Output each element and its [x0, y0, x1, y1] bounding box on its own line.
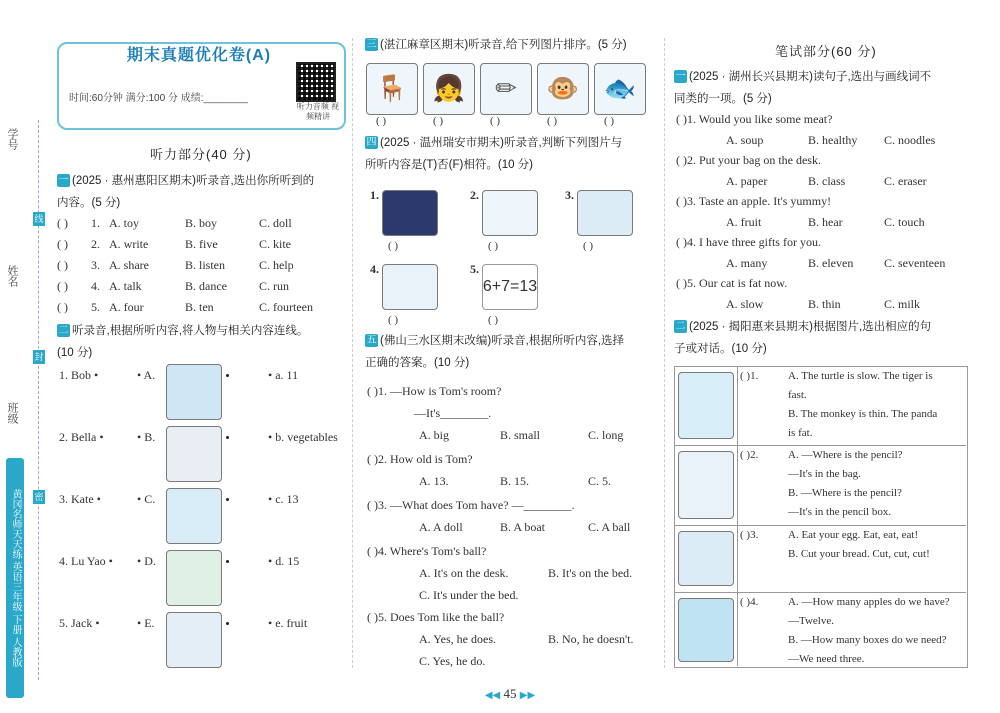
w2-row-divider [674, 592, 966, 593]
question-number: 5. [91, 300, 100, 314]
next-arrow-icon: ▶▶ [519, 690, 536, 701]
question-number: 2. [470, 188, 479, 202]
option-c: C. fourteen [259, 300, 313, 314]
option-b: B. healthy [808, 133, 858, 147]
picture-letter: • C. [137, 492, 156, 506]
option-line: A. Eat your egg. Eat, eat, eat! [788, 529, 919, 541]
person-name: 1. Bob • [59, 368, 99, 382]
student-name-label: 姓名 [6, 265, 18, 287]
answer-blank[interactable]: ( ) [583, 240, 594, 252]
option-b: B. five [185, 237, 218, 251]
option-line: A. —Where is the pencil? [788, 449, 903, 461]
q2-instruction: 二 听录音,根据所听内容,将人物与相关内容连线。 (10 分) [57, 325, 309, 359]
exam-title-card [57, 42, 346, 130]
match-item: • d. 15 [268, 554, 300, 568]
option-line: B. The monkey is thin. The panda [788, 408, 938, 420]
w2-col-divider [737, 366, 738, 666]
picture-c [166, 488, 222, 544]
apples-icon [678, 598, 734, 662]
question-number: 1. [91, 216, 100, 230]
option-c: C. A ball [588, 520, 631, 534]
steak-icon [482, 190, 538, 236]
option-b: B. listen [185, 258, 226, 272]
option-b: B. A boat [500, 520, 546, 534]
answer-blank[interactable]: ( ) [490, 115, 501, 127]
option-a: A. A doll [419, 520, 463, 534]
match-dot[interactable] [226, 436, 229, 439]
answer-blank[interactable]: ( ) [57, 237, 68, 251]
option-line: —We need three. [788, 653, 865, 665]
option-b: B. small [500, 428, 541, 442]
match-dot[interactable] [226, 374, 229, 377]
pencils-icon: ✏ [480, 63, 532, 115]
q3-instruction: 三 (湛江麻章区期末)听录音,给下列图片排序。(5 分) [366, 39, 627, 51]
answer-blank[interactable]: ( ) [57, 279, 68, 293]
answer-blank[interactable]: ( ) [57, 300, 68, 314]
w1-instruction: 一 (2025 · 湖州长兴县期末)读句子,选出与画线词不 同类的一项。(5 分) [674, 71, 932, 105]
rabbit-icon [577, 190, 633, 236]
q4-instruction: 四 (2025 · 温州瑞安市期末)听录音,判断下列图片与 所听内容是(T)否(F)相符。(10 分) [365, 137, 623, 171]
q1-badge: 一 [58, 175, 69, 187]
qr-code-icon[interactable] [296, 62, 336, 102]
question-number: 4. [91, 279, 100, 293]
class-label: 班级 [6, 402, 18, 424]
turtle-tiger-icon [678, 372, 734, 439]
question-text[interactable]: ( )1. Would you like some meat? [676, 112, 833, 126]
question-text[interactable]: ( )5. Does Tom like the ball? [367, 610, 505, 624]
page-number: ◀◀ 45 ▶▶ [484, 686, 536, 701]
chair-icon: 🪑 [366, 63, 418, 115]
question-subtext: —It's________. [414, 406, 492, 420]
cut-line-tag: 密 [34, 492, 44, 502]
person-name: 2. Bella • [59, 430, 104, 444]
option-a: A. many [726, 256, 768, 270]
option-b: B. No, he doesn't. [548, 632, 634, 646]
w2-row-divider [674, 445, 966, 446]
picture-letter: • D. [137, 554, 156, 568]
w2-badge: 二 [675, 321, 686, 333]
option-a: A. slow [726, 297, 764, 311]
option-c: C. doll [259, 216, 292, 230]
option-a: A. share [109, 258, 149, 272]
option-c: C. It's under the bed. [419, 588, 519, 602]
question-number: 3. [565, 188, 574, 202]
answer-blank[interactable]: ( ) [433, 115, 444, 127]
question-number: 2. [91, 237, 100, 251]
answer-blank[interactable]: ( ) [547, 115, 558, 127]
q5-instruction: 五 (佛山三水区期末改编)听录音,根据所听内容,选择 正确的答案。(10 分) [365, 335, 625, 369]
option-c: C. seventeen [884, 256, 946, 270]
answer-blank[interactable]: ( ) [388, 240, 399, 252]
question-number: 1. [370, 188, 379, 202]
writing-section-title: 笔试部分(60 分) [775, 44, 877, 59]
question-text[interactable]: ( )4. Where's Tom's ball? [367, 544, 487, 558]
option-a: A. fruit [726, 215, 762, 229]
option-a: A. paper [726, 174, 768, 188]
w2-row-divider [674, 525, 966, 526]
question-text[interactable]: ( )3. —What does Tom have? —________. [367, 498, 575, 512]
qr-caption: 听力音频 视频精讲 [296, 102, 340, 121]
column-divider [352, 38, 353, 668]
match-item: • c. 13 [268, 492, 299, 506]
answer-blank[interactable]: ( ) [388, 314, 399, 326]
option-c: C. touch [884, 215, 925, 229]
match-dot[interactable] [226, 622, 229, 625]
question-text[interactable]: ( )4. I have three gifts for you. [676, 235, 821, 249]
question-text[interactable]: ( )5. Our cat is fat now. [676, 276, 788, 290]
listening-section-title: 听力部分(40 分) [150, 147, 252, 162]
exam-title: 期末真题优化卷(A) [126, 47, 272, 64]
option-line: B. Cut your bread. Cut, cut, cut! [788, 548, 930, 560]
answer-blank[interactable]: ( ) [376, 115, 387, 127]
option-a: A. toy [109, 216, 139, 230]
q2-badge: 二 [58, 325, 69, 337]
question-number: 4. [370, 262, 379, 276]
option-b: B. 15. [500, 474, 530, 488]
option-a: A. Yes, he does. [419, 632, 497, 646]
question-text[interactable]: ( )2. How old is Tom? [367, 452, 473, 466]
answer-blank[interactable]: ( ) [488, 314, 499, 326]
bread-cutting-icon [678, 531, 734, 586]
option-a: A. It's on the desk. [419, 566, 509, 580]
uk-flag-icon [382, 190, 438, 236]
picture-d [166, 550, 222, 606]
option-b: B. eleven [808, 256, 854, 270]
match-item: • b. vegetables [268, 430, 338, 444]
match-dot[interactable] [226, 498, 229, 501]
match-item: • e. fruit [268, 616, 308, 630]
answer-blank[interactable]: ( ) [57, 216, 68, 230]
option-b: B. dance [185, 279, 227, 293]
question-text[interactable]: ( )1. —How is Tom's room? [367, 384, 502, 398]
option-c: C. Yes, he do. [419, 654, 486, 668]
w1-badge: 一 [675, 71, 686, 83]
option-line: B. —How many boxes do we need? [788, 634, 947, 646]
option-c: C. run [259, 279, 289, 293]
question-text[interactable]: ( )2. Put your bag on the desk. [676, 153, 821, 167]
girl-icon: 👧 [423, 63, 475, 115]
option-a: A. big [419, 428, 449, 442]
q5-badge: 五 [366, 335, 377, 347]
fish-icon: 🐟 [594, 63, 646, 115]
monkey-icon: 🐵 [537, 63, 589, 115]
picture-letter: • E. [137, 616, 155, 630]
option-b: B. boy [185, 216, 218, 230]
column-divider [664, 38, 665, 668]
answer-blank[interactable]: ( ) [604, 115, 615, 127]
pencil-box-icon [678, 451, 734, 519]
option-a: A. write [109, 237, 149, 251]
cut-line-tag: 线 [34, 214, 44, 224]
q3-badge: 三 [366, 39, 377, 51]
answer-blank[interactable]: ( )2. [740, 449, 759, 461]
bookshelf-icon [382, 264, 438, 310]
math-equation: 6+7=13 [482, 264, 538, 310]
person-name: 3. Kate • [59, 492, 101, 506]
match-dot[interactable] [226, 560, 229, 563]
q4-badge: 四 [366, 137, 377, 149]
option-line: —It's in the bag. [788, 468, 861, 480]
book-series-label: 黄冈名师天天练 英语三年级 下册 人教版 [6, 458, 24, 698]
question-number: 5. [470, 262, 479, 276]
option-c: C. help [259, 258, 294, 272]
student-number-label: 学号 [6, 128, 18, 150]
picture-letter: • A. [137, 368, 156, 382]
person-name: 5. Jack • [59, 616, 100, 630]
option-b: B. hear [808, 215, 843, 229]
option-b: B. class [808, 174, 846, 188]
cut-line-tag: 封 [34, 352, 44, 362]
answer-blank[interactable]: ( )3. [740, 529, 759, 541]
option-line: —It's in the pencil box. [788, 506, 892, 518]
option-c: C. noodles [884, 133, 936, 147]
option-c: C. milk [884, 297, 921, 311]
option-b: B. thin [808, 297, 841, 311]
option-a: A. soup [726, 133, 764, 147]
option-line: —Twelve. [788, 615, 834, 627]
answer-blank[interactable]: ( ) [488, 240, 499, 252]
exam-meta: 时间:60分钟 满分:100 分 成绩:________ [69, 93, 248, 104]
option-line: is fat. [788, 427, 813, 439]
answer-blank[interactable]: ( ) [57, 258, 68, 272]
option-b: B. It's on the bed. [548, 566, 633, 580]
match-item: • a. 11 [268, 368, 299, 382]
answer-blank[interactable]: ( )1. [740, 370, 759, 382]
w2-instruction: 二 (2025 · 揭阳惠来县期末)根据图片,选出相应的句 子或对话。(10 分) [674, 321, 932, 355]
option-line: fast. [788, 389, 807, 401]
option-line: A. —How many apples do we have? [788, 596, 950, 608]
person-name: 4. Lu Yao • [59, 554, 113, 568]
option-c: C. kite [259, 237, 291, 251]
binding-strip [0, 0, 44, 713]
picture-letter: • B. [137, 430, 156, 444]
picture-a [166, 364, 222, 420]
picture-b [166, 426, 222, 482]
cut-line [38, 120, 39, 680]
option-a: A. talk [109, 279, 142, 293]
prev-arrow-icon: ◀◀ [484, 690, 501, 701]
option-c: C. long [588, 428, 624, 442]
option-c: C. 5. [588, 474, 612, 488]
option-line: B. —Where is the pencil? [788, 487, 902, 499]
option-a: A. 13. [419, 474, 449, 488]
option-b: B. ten [185, 300, 214, 314]
question-number: 3. [91, 258, 100, 272]
answer-blank[interactable]: ( )4. [740, 596, 759, 608]
question-text[interactable]: ( )3. Taste an apple. It's yummy! [676, 194, 832, 208]
q1-instruction: 一 (2025 · 惠州惠阳区期末)听录音,选出你所听到的 内容。(5 分) [57, 175, 315, 209]
option-a: A. four [109, 300, 144, 314]
option-line: A. The turtle is slow. The tiger is [788, 370, 933, 382]
picture-e [166, 612, 222, 668]
option-c: C. eraser [884, 174, 927, 188]
